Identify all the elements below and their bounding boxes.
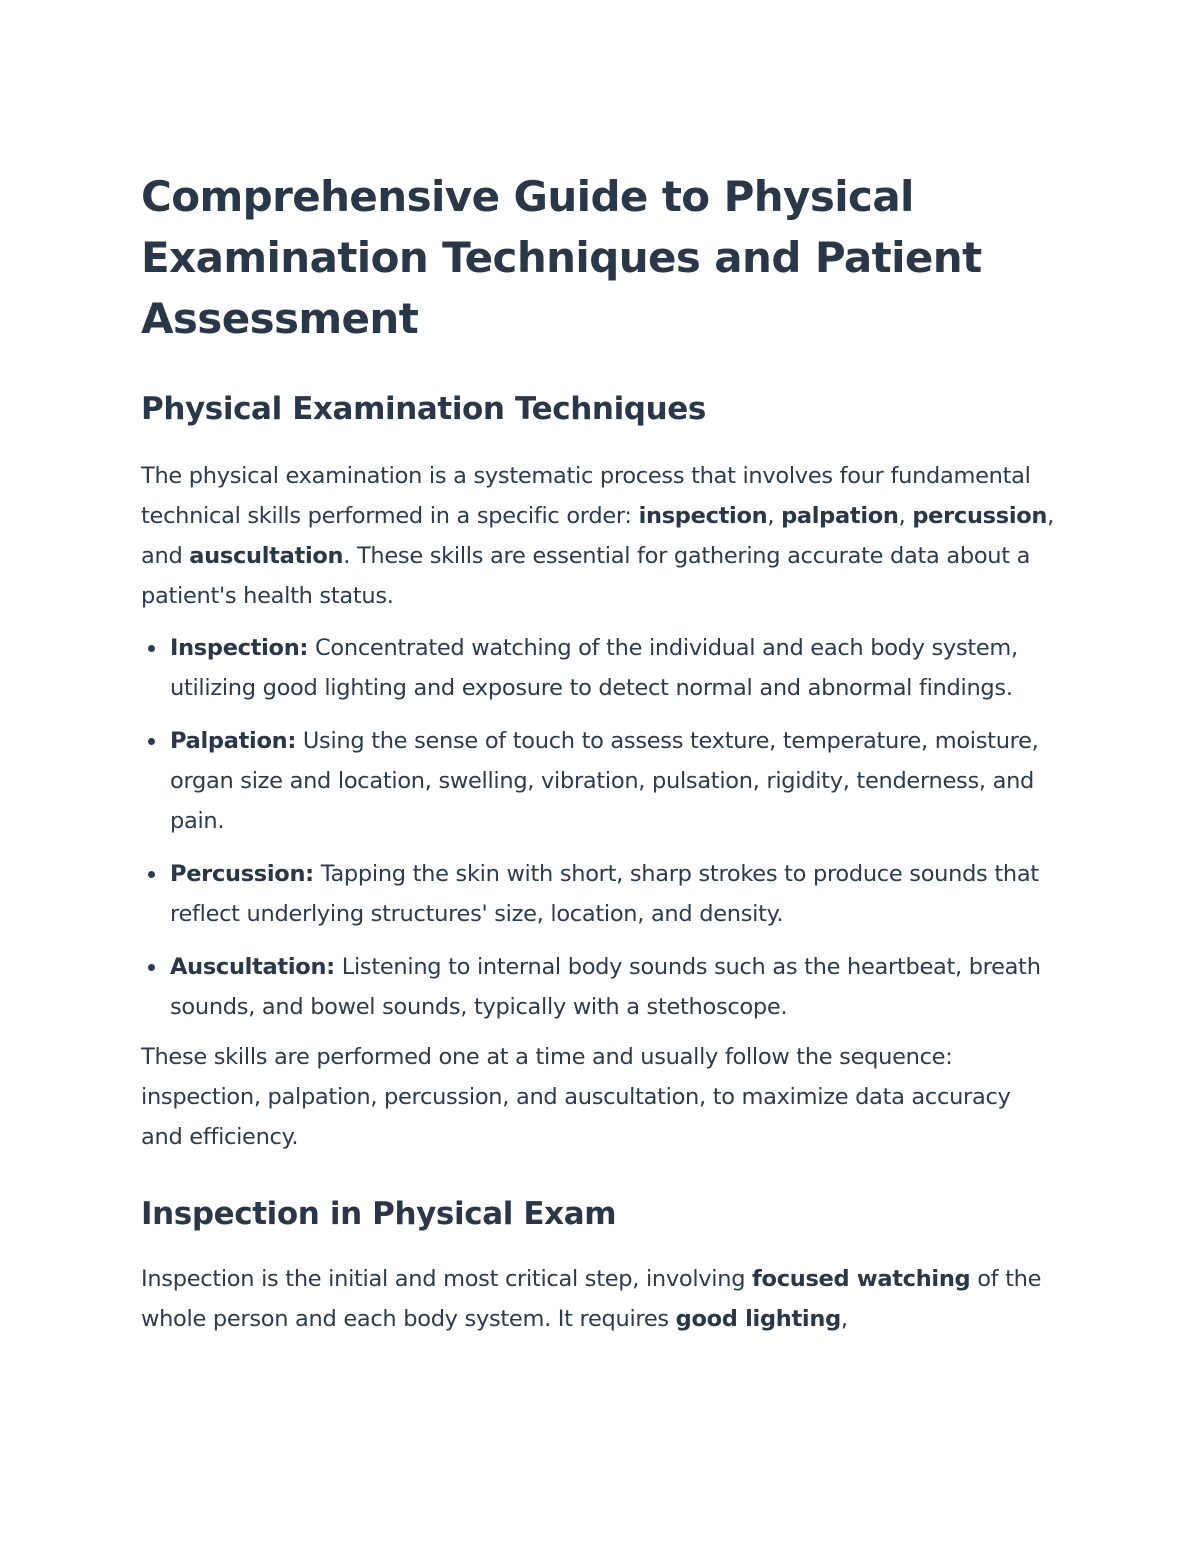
item-term: Auscultation: [170,954,335,980]
item-text: Concentrated watching of the individual and each body system, utilizing good lighting and exposure to detect normal and abnormal findings. [170,635,1018,701]
item-term: Inspection: [170,635,309,661]
intro-bold-inspection: inspection [638,503,768,529]
item-text: Listening to internal body sounds such as the heartbeat, breath sounds, and bowel sounds, typically with a stethoscope. [170,954,1041,1020]
intro-bold-palpation: palpation [781,503,899,529]
bullet-icon [148,871,155,878]
insp-text-3: , [840,1306,848,1332]
intro-bold-auscultation: auscultation [189,543,344,569]
intro-text-5: . These skills are essential for gathering accurate data about a patient's health status. [141,543,1031,609]
bullet-icon [148,964,155,971]
insp-text-1: Inspection is the initial and most critical step, involving [141,1266,753,1292]
item-term: Palpation: [170,728,297,754]
insp-text-2: of the whole person and each body system. It requires [141,1266,1042,1332]
list-item-percussion [170,854,1056,934]
intro-text-4: , and [141,503,1054,569]
item-text: Using the sense of touch to assess texture, temperature, moisture, organ size and location, swelling, vibration, pulsation, rigidity, tenderness, and pain. [170,728,1039,834]
intro-bold-percussion: percussion [912,503,1048,529]
document-page [141,166,1056,1339]
list-item-inspection [170,628,1056,708]
intro-text-1: The physical examination is a systematic process that involves four fundamental technical skills performed in a specific order: [141,463,1031,529]
intro-text-3: , [898,503,913,529]
document-title: Comprehensive Guide to Physical Examination Techniques and Patient Assessment [141,172,982,343]
item-term: Percussion: [170,861,314,887]
list-item-auscultation [170,947,1056,1027]
inspection-paragraph [141,1259,1056,1339]
closing-paragraph: These skills are performed one at a time and usually follow the sequence: inspection, palpation, percussion, and auscultation, to maximize data accuracy and efficiency. [141,1044,1011,1150]
section-heading-techniques: Physical Examination Techniques [141,391,706,427]
item-text: Tapping the skin with short, sharp strokes to produce sounds that reflect underlying structures' size, location, and density. [170,861,1039,927]
technique-list [141,628,1056,1027]
intro-paragraph [141,456,1056,616]
bullet-icon [148,645,155,652]
insp-bold-focused-watching: focused watching [752,1266,971,1292]
bullet-icon [148,738,155,745]
intro-text-2: , [767,503,782,529]
section-heading-inspection: Inspection in Physical Exam [141,1196,617,1232]
insp-bold-good-lighting: good lighting [675,1306,841,1332]
list-item-palpation [170,721,1056,841]
